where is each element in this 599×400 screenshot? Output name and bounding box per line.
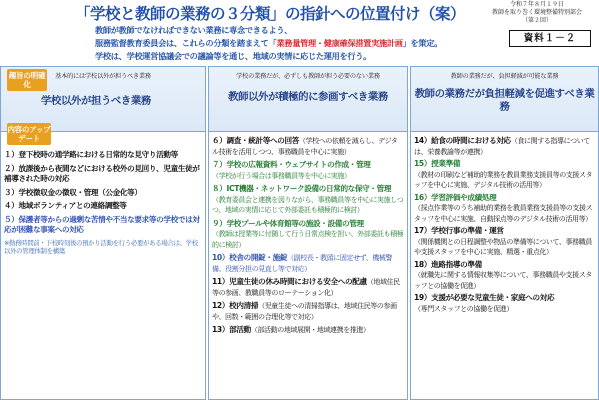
item-number: ９）: [212, 218, 227, 228]
item-number: 17）: [414, 226, 432, 235]
list-item: [414, 226, 595, 258]
column-3-header: [410, 66, 599, 132]
item-note: （食に関する指導については、栄養教諭等が連携）: [414, 137, 590, 156]
column-outside-school: [0, 66, 206, 400]
item-note: （学校への依頼を減らし、デジタル技術を活用しつつ、事務職員を中心に実施）: [212, 137, 398, 156]
item-number: ５）: [4, 214, 19, 224]
item-text: 進路指導の準備: [431, 259, 482, 269]
item-note: （教師は授業等に付随して行う日常点検を担い、外部委託も積極的に検討）: [212, 230, 404, 249]
list-item: [212, 277, 404, 298]
item-text: 学習評価や成績処理: [431, 192, 497, 202]
item-number: ３）: [4, 187, 19, 197]
document-number-label: 資料１－２: [509, 30, 591, 47]
page-title: 「学校と教師の業務の３分類」の指針への位置付け（案）: [74, 5, 465, 23]
item-number: ８）: [212, 184, 227, 193]
list-item: [4, 164, 202, 185]
item-text: 保護者等からの過剰な苦情や不当な要求等の学校では対応が困難な事案への対応: [4, 214, 200, 234]
item-number: 19）: [414, 293, 432, 302]
item-number: 13）: [212, 325, 230, 334]
list-item: [212, 160, 404, 181]
item-number: 18）: [414, 259, 432, 269]
item-number: 11）: [212, 277, 230, 286]
item-text: 給食の時間における対応: [431, 136, 511, 145]
column-teacher-burden-reduction: [410, 66, 599, 400]
list-item: [212, 253, 404, 274]
column-1-list: [0, 132, 206, 400]
item-note: （児童生徒への清掃指導は、地域住民等の参画や、回数・範囲の合理化等で対応）: [212, 302, 397, 321]
column-non-teacher-staff: [208, 66, 408, 400]
column-1-header: [0, 66, 206, 143]
column-1-caption: 基本的には学校以外が担うべき業務: [55, 73, 151, 80]
column-2-caption: 学校の業務だが、必ずしも教師が担う必要のない業務: [236, 73, 380, 80]
item-text: 学校徴収金の徴収・管理（公金化等）: [18, 187, 142, 197]
column-3-list: [410, 132, 599, 400]
item-number: 12）: [212, 301, 230, 310]
item-note: （地域住民等の参画、教職員等のローテーション化）: [212, 278, 400, 297]
item-number: ７）: [212, 160, 227, 169]
item-note: （副校長・教頭に固定せず、機械警備、役割分担の見直し等で対応）: [212, 254, 393, 273]
summary-block: [95, 24, 485, 63]
summary-line-1: 教師が教師でなければできない業務に専念できるよう、: [95, 25, 293, 35]
column-2-list: [208, 132, 408, 400]
item-text: 調査・統計等への回答: [226, 136, 299, 145]
item-number: ４）: [4, 201, 19, 210]
column-3-title: 教師の業務だが負担軽減を促進すべき業務: [414, 88, 595, 113]
list-item: [212, 219, 404, 251]
item-text: 学校行事の準備・運営: [431, 226, 504, 235]
item-note: （教材の印刷など補助的業務を教員業務支援員等の支援スタッフを中心に実施、デジタル技術の活用等）: [414, 170, 593, 189]
item-number: ２）: [4, 163, 19, 173]
item-text: 部活動: [229, 325, 251, 334]
summary-line-2: [95, 37, 485, 50]
item-number: 14）: [414, 136, 432, 145]
meeting-session: （第２回）: [521, 17, 552, 24]
column-2-header: [208, 66, 408, 132]
list-item: [212, 325, 404, 336]
list-item: [414, 293, 595, 314]
item-text: 校内清掃: [229, 301, 259, 310]
list-item: [414, 260, 595, 292]
list-item: [212, 136, 404, 157]
list-item: [414, 193, 595, 225]
item-text: ICT機器・ネットワーク設備の日常的な保守・管理: [226, 184, 392, 193]
list-item: [4, 201, 202, 212]
list-item: [212, 184, 404, 216]
classification-columns: [0, 66, 599, 400]
plan-name-highlight: 業務量管理・健康確保措置実施計画: [276, 38, 403, 48]
summary-line-2-post: 」を策定。: [402, 38, 443, 48]
list-item: [4, 215, 202, 236]
item-note: （学校が行う場合は事務職員等を中心に実施）: [212, 171, 351, 180]
item-text: 授業準備: [431, 159, 461, 168]
item-note: （部活動の地域展開・地域連携を推進）: [250, 326, 370, 334]
item-text: 支援が必要な児童生徒・家庭への対応: [431, 293, 555, 302]
summary-line-2-pre: 服務監督教育委員会は、これらの分類を踏まえて「: [95, 38, 277, 48]
item-number: 10）: [212, 253, 230, 262]
list-item: [4, 188, 202, 199]
item-number: 15）: [414, 159, 432, 168]
list-item: [414, 136, 595, 157]
column-1-footnote: ※勤務時間前・下校時刻後の預かり活動を行う必要がある場合は、学校以外の管理体制を構築: [4, 238, 198, 256]
meeting-date: 令和７年８月１９日: [509, 1, 564, 8]
meeting-info: [481, 1, 593, 25]
item-note: （教育委員会と連携を図りながら、事務職員等を中心に実施しつつ、地域の実情に応じて外部委託も積極的に検討）: [212, 195, 404, 214]
meeting-name: 教師を取り巻く環境整備特別部会: [491, 9, 582, 16]
item-text: 放課後から夜間などにおける校外の見回り、児童生徒が補導された時の対応: [4, 163, 200, 183]
item-text: 登下校時の通学路における日常的な見守り活動等: [18, 150, 178, 159]
column-3-caption: 教師の業務だが、負担軽減が可能な業務: [450, 73, 559, 80]
clarify-badge: 趣旨の明確化: [8, 71, 46, 89]
item-note: （就職先に関する情報収集等について、事務職員や支援スタッフとの協働を促進）: [414, 271, 592, 290]
summary-line-3: 学校は、学校運営協議会での議論等を通じ、地域の実情に応じた運用を行う。: [95, 51, 372, 61]
item-text: 地域ボランティアとの連絡調整等: [18, 201, 127, 210]
item-text: 児童生徒の休み時間における安全への配慮: [229, 277, 367, 286]
item-text: 校舎の開錠・施錠: [229, 253, 288, 262]
item-number: １）: [4, 150, 19, 159]
list-item: [4, 150, 202, 161]
item-note: （採点作業等のうち補助的業務を教員業務支援員等の支援スタッフを中心に実施、自動採点等のデジタル技術の活用等）: [414, 204, 593, 223]
column-1-title: 学校以外が担うべき業務: [41, 95, 151, 107]
item-note: （専門スタッフとの協働を促進）: [414, 304, 513, 313]
list-item: [414, 159, 595, 191]
item-text: 学校の広報資料・ウェブサイトの作成・管理: [226, 160, 371, 169]
document-header: [0, 0, 599, 66]
column-2-title: 教師以外が積極的に参画すべき業務: [228, 91, 388, 103]
item-note: （関係機関との日程調整や物品の準備等について、事務職員や支援スタッフを中心に実施、精選・重点化）: [414, 237, 592, 256]
list-item: [212, 301, 404, 322]
item-number: ６）: [212, 136, 227, 145]
item-number: 16）: [414, 192, 432, 202]
item-text: 学校プールや体育館等の施設・設備の管理: [226, 218, 364, 228]
update-badge: 内容のアップデート: [7, 125, 51, 143]
